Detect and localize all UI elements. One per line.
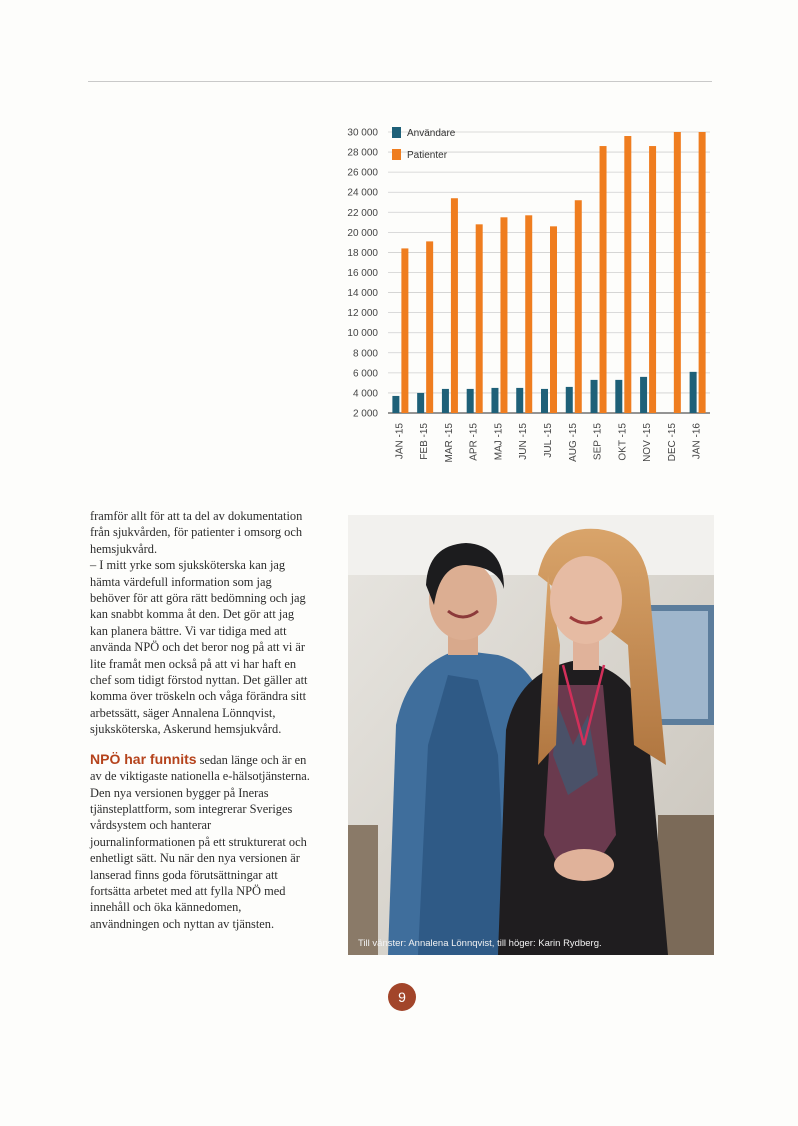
y-tick-label: 10 000: [347, 328, 378, 340]
portrait-photo: [348, 515, 714, 955]
paragraph-1: framför allt för att ta del av dokumentation från sjukvården, för patienter i omsorg och hemsjukvård.: [90, 509, 303, 556]
y-tick-label: 16 000: [347, 268, 378, 279]
bar-patienter: [674, 132, 681, 413]
lead-in: NPÖ har funnits: [90, 750, 197, 767]
photo-illustration: [348, 515, 714, 955]
y-tick-label: 22 000: [347, 207, 378, 219]
paragraph-3: [90, 751, 312, 932]
paragraph-3-text: sedan länge och är en av de viktigaste nationella e-hälsotjänsterna. Den nya versionen bygger på Ineras tjänsteplattform, som integrerar Sveriges vårdsystem och hanterar journalinformationen på ett strukturerat och enhetligt sätt. Nu när den nya versionen är lanserad finns goda förutsättningar att fortsätta arbetet med att fylla NPÖ med innehåll och öka kännedomen, användningen och nyttan av tjänsten.: [90, 752, 310, 931]
bar-anvandare: [640, 377, 647, 413]
bar-patienter: [525, 215, 532, 413]
top-rule: [88, 81, 712, 82]
article-body: [90, 508, 312, 932]
y-tick-label: 30 000: [347, 127, 378, 139]
legend-label: Användare: [407, 128, 456, 139]
legend-label: Patienter: [407, 150, 448, 161]
paragraph-gap: [90, 738, 312, 751]
bar-patienter: [476, 224, 483, 413]
bar-patienter: [426, 241, 433, 413]
bar-anvandare: [591, 380, 598, 413]
x-tick-label: DEC -15: [666, 423, 678, 462]
x-tick-label: JUL -15: [543, 423, 554, 458]
bar-anvandare: [442, 389, 449, 413]
legend-swatch: [392, 149, 401, 160]
y-tick-label: 28 000: [347, 147, 378, 159]
x-tick-label: MAJ -15: [493, 423, 505, 461]
y-tick-label: 14 000: [347, 288, 378, 300]
bar-patienter: [699, 132, 706, 413]
bar-anvandare: [467, 389, 474, 413]
x-tick-label: NOV -15: [642, 423, 654, 462]
y-tick-label: 8 000: [352, 348, 378, 360]
x-tick-label: MAR -15: [443, 423, 455, 463]
y-tick-label: 26 000: [347, 167, 378, 179]
bar-chart-svg: [336, 122, 716, 472]
paragraph-2: – I mitt yrke som sjuksköterska kan jag hämta värdefull information som jag behöver för att göra rätt bedömning och jag kan snabbt komma åt den. Det gör att jag kan planera bättre. Vi var tidiga med att använda NPÖ och det beror nog på att vi är lite framåt men också på att vi har haft en chef som tidigt förstod nyttan. Det gäller att komma över tröskeln och våga förändra sitt arbetssätt, säger Annalena Lönnqvist, sjuksköterska, Askerund hemsjukvård.: [90, 558, 308, 737]
bar-patienter: [649, 146, 656, 413]
bar-anvandare: [690, 372, 697, 413]
bar-anvandare: [566, 387, 573, 413]
y-tick-label: 24 000: [347, 187, 378, 199]
bar-patienter: [600, 146, 607, 413]
legend-swatch: [392, 127, 401, 138]
bar-anvandare: [541, 389, 548, 413]
y-tick-label: 2 000: [352, 408, 378, 420]
y-tick-label: 18 000: [347, 247, 378, 259]
y-tick-label: 12 000: [347, 308, 378, 320]
photo-caption: Till vänster: Annalena Lönnqvist, till höger: Karin Rydberg.: [358, 938, 602, 949]
bar-anvandare: [516, 388, 523, 413]
bar-chart: [336, 122, 716, 472]
bar-patienter: [451, 198, 458, 413]
y-tick-label: 20 000: [347, 227, 378, 239]
x-tick-label: JAN -15: [394, 423, 406, 460]
x-tick-label: FEB -15: [419, 423, 431, 460]
bar-anvandare: [615, 380, 622, 413]
bar-patienter: [500, 217, 507, 413]
bar-anvandare: [417, 393, 424, 413]
bar-anvandare: [491, 388, 498, 413]
x-tick-label: SEP -15: [592, 423, 604, 461]
y-tick-label: 4 000: [352, 388, 378, 400]
x-tick-label: AUG -15: [567, 423, 579, 462]
x-tick-label: OKT -15: [617, 423, 629, 461]
y-tick-label: 6 000: [352, 368, 378, 380]
bar-patienter: [401, 248, 408, 413]
bar-patienter: [550, 226, 557, 413]
x-tick-label: JAN -16: [691, 423, 703, 460]
bar-patienter: [624, 136, 631, 413]
x-tick-label: JUN -15: [518, 423, 530, 460]
bar-patienter: [575, 200, 582, 413]
page-number-badge: 9: [388, 983, 416, 1011]
bar-anvandare: [392, 396, 399, 413]
x-tick-label: APR -15: [468, 423, 480, 461]
